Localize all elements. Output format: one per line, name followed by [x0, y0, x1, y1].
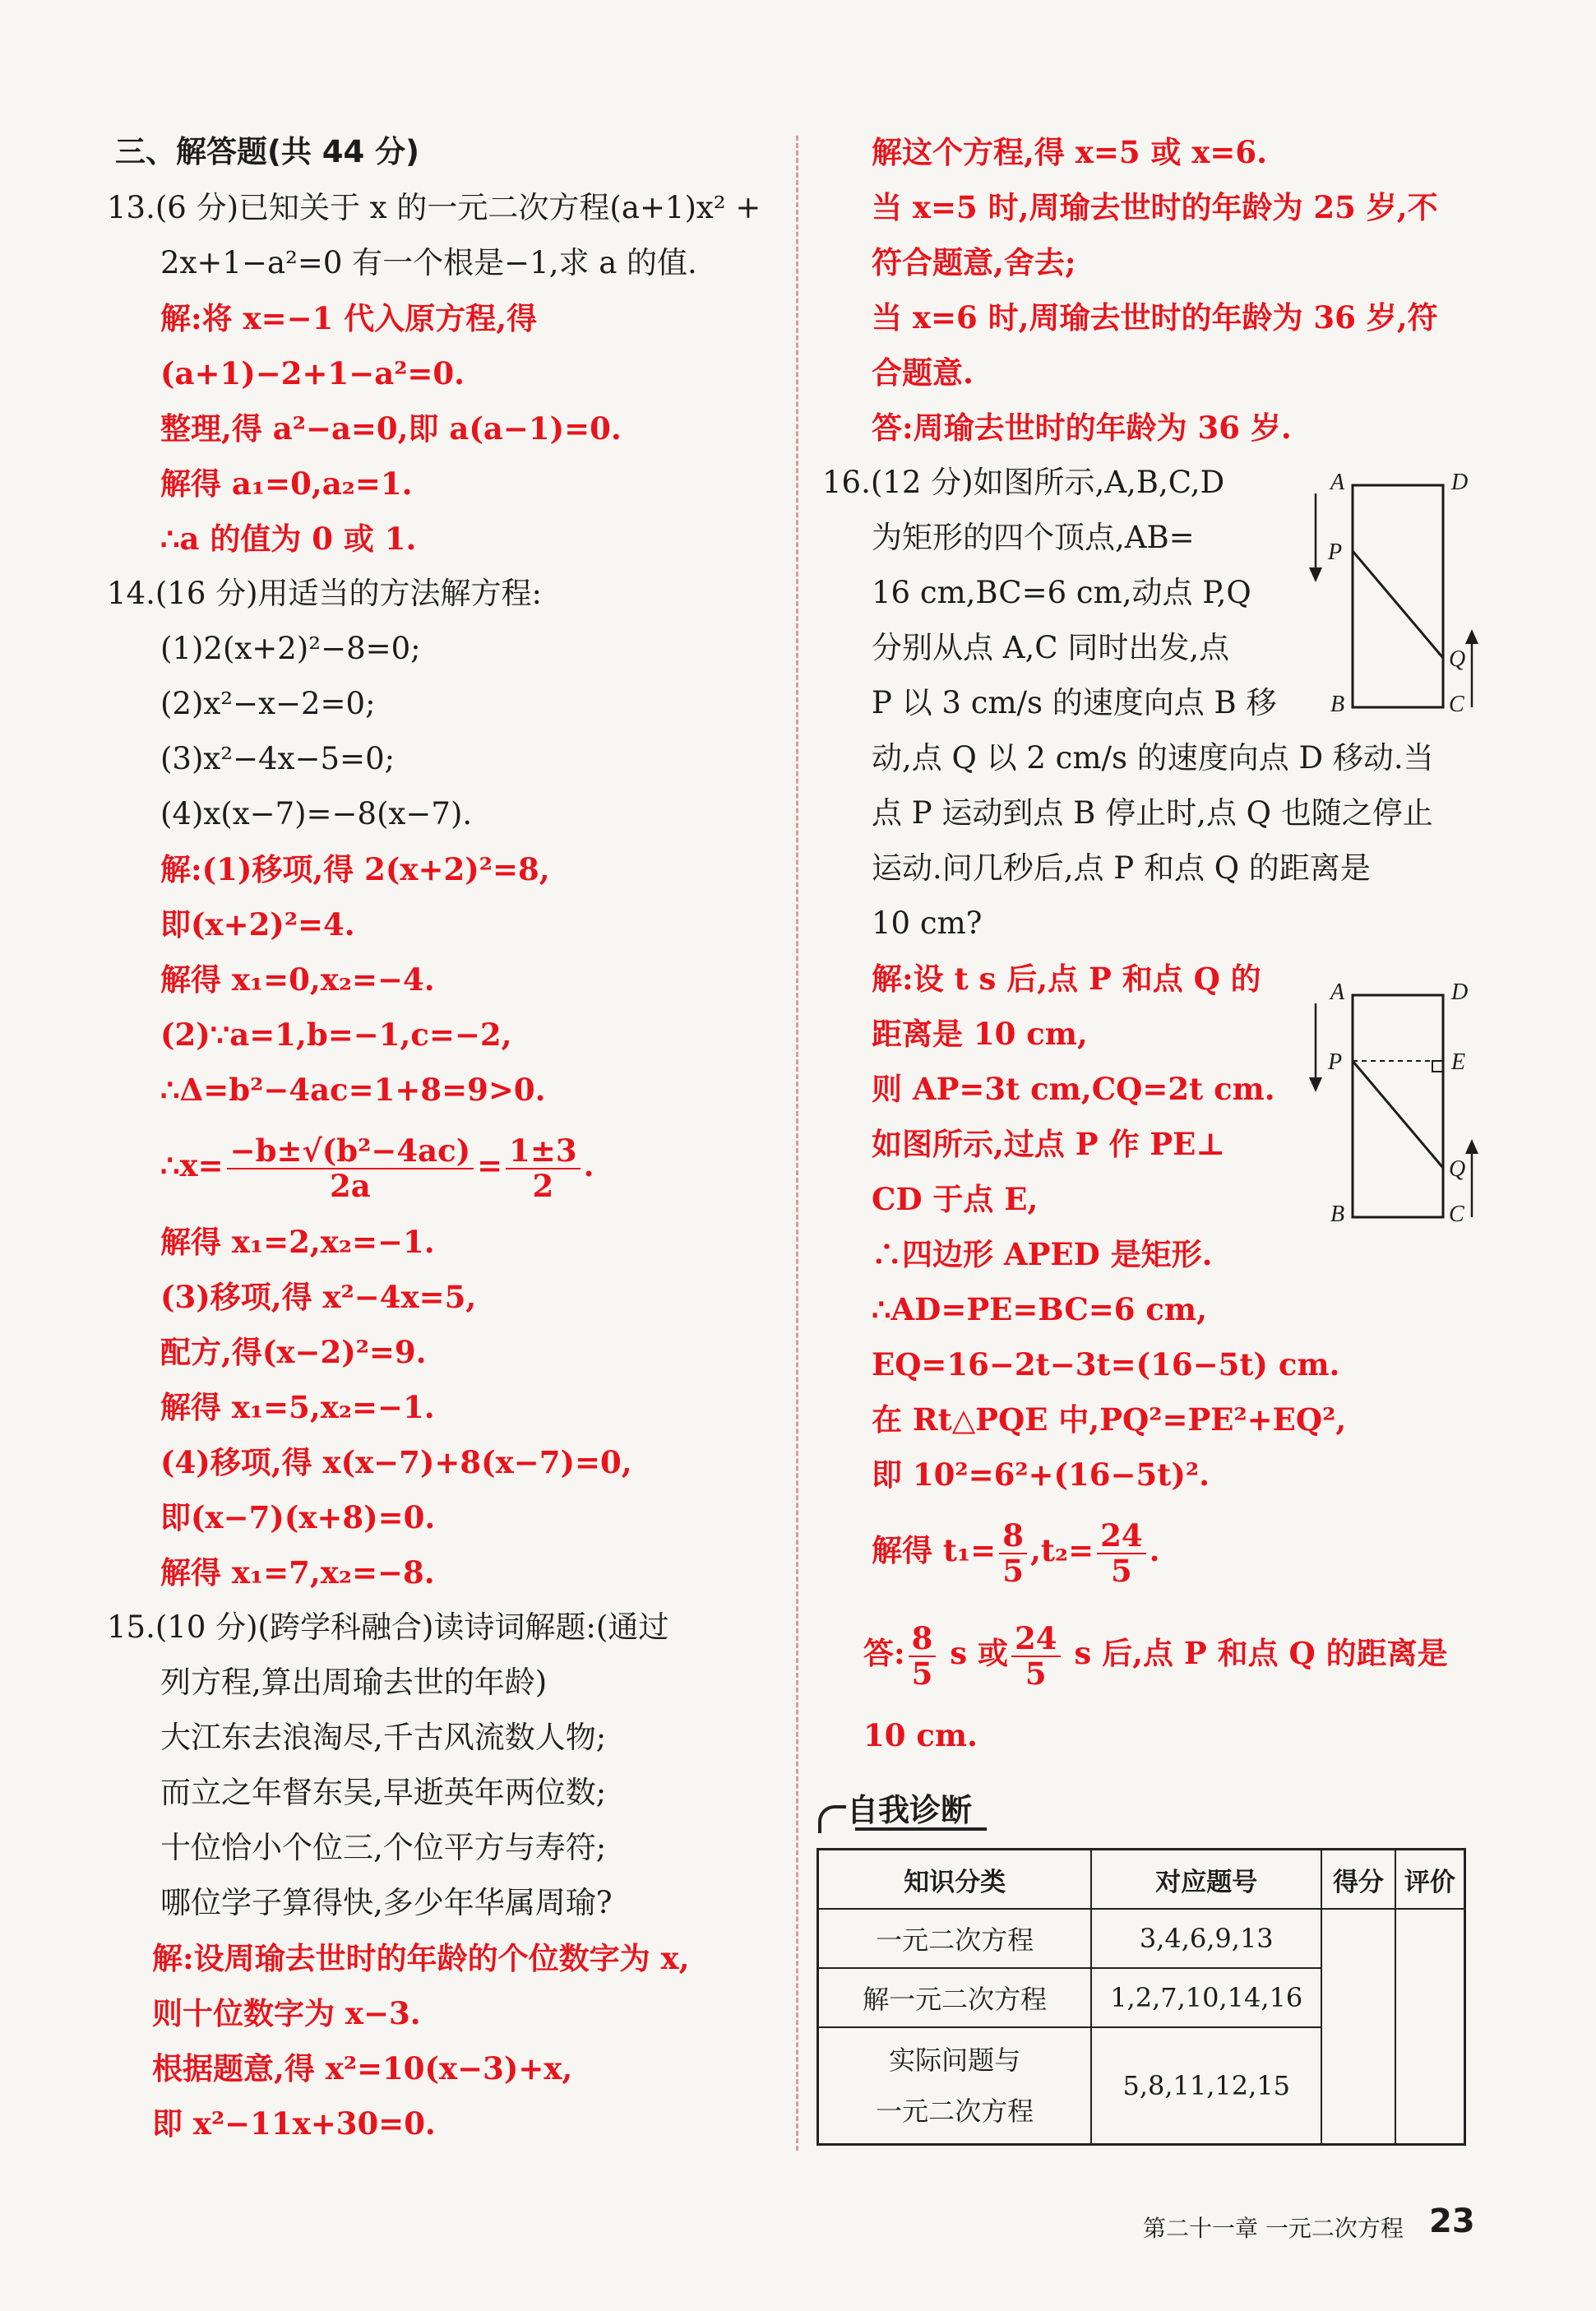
- cell-category-line: 实际问题与: [889, 2045, 1021, 2076]
- section-title: 三、解答题(共 44 分): [115, 134, 420, 169]
- q16-answer: 则 AP=3t cm,CQ=2t cm.: [872, 1071, 1275, 1107]
- q15-answer: 当 x=6 时,周瑜去世时的年龄为 36 岁,符: [872, 299, 1438, 336]
- q14-answer: 配方,得(x−2)²=9.: [160, 1334, 427, 1370]
- q16-line: 运动.问几秒后,点 P 和点 Q 的距离是: [872, 850, 1371, 886]
- label-p: P: [1328, 1049, 1343, 1075]
- q15-poem-line: 十位恰小个位三,个位平方与寿符;: [160, 1830, 607, 1865]
- chapter-footer: 第二十一章 一元二次方程: [1143, 2215, 1404, 2242]
- cell-numbers: 3,4,6,9,13: [1091, 1909, 1321, 1968]
- header-numbers: 对应题号: [1091, 1850, 1321, 1910]
- final-t2-denominator: 5: [1025, 1655, 1047, 1692]
- q14-answer: 解得 x₁=7,x₂=−8.: [160, 1554, 435, 1591]
- banner-underline: [855, 1827, 987, 1831]
- q15-answer: 解:设周瑜去世时的年龄的个位数字为 x,: [152, 1940, 690, 1976]
- banner-decoration: [818, 1805, 846, 1833]
- q16-line: 分别从点 A,C 同时出发,点: [872, 630, 1230, 665]
- q16-answer: 10 cm.: [863, 1717, 978, 1753]
- label-p: P: [1328, 540, 1343, 565]
- q14-answer: 解:(1)移项,得 2(x+2)²=8,: [160, 851, 550, 887]
- q16-answer: ∴AD=PE=BC=6 cm,: [872, 1291, 1207, 1327]
- segment-pq: [1353, 551, 1443, 658]
- solution-prefix: 解得 t₁=: [872, 1532, 997, 1568]
- table-header-row: [818, 1850, 1465, 1910]
- cell-category: [818, 2027, 1092, 2145]
- q13-answer: 整理,得 a²−a=0,即 a(a−1)=0.: [160, 410, 622, 447]
- t2-numerator: 24: [1097, 1519, 1146, 1554]
- q15-answer: 合题意.: [872, 354, 974, 391]
- q16-answer: ∴四边形 APED 是矩形.: [872, 1236, 1213, 1272]
- q15-answer: 解这个方程,得 x=5 或 x=6.: [872, 134, 1268, 170]
- self-diagnosis-table: [817, 1848, 1466, 2146]
- q16-answer: 即 10²=6²+(16−5t)².: [872, 1457, 1210, 1493]
- q16-final-answer: [863, 1616, 1448, 1690]
- q15-poem-line: 哪位学子算得快,多少年华属周瑜?: [160, 1885, 613, 1920]
- q16-line: P 以 3 cm/s 的速度向点 B 移: [872, 685, 1277, 720]
- q14-quadratic-formula: ∴x= $\frac{\text{−b±√(b²−4ac)}}{2a}$ = $\frac{1\pm 3}{2}$ .: [160, 1132, 594, 1204]
- q15-poem-line: 大江东去浪淘尽,千古风流数人物;: [160, 1720, 607, 1755]
- t2-prefix: ,t₂=: [1029, 1532, 1094, 1568]
- rectangle-abcd: [1353, 995, 1443, 1217]
- q13-line: 2x+1−a²=0 有一个根是−1,求 a 的值.: [160, 245, 697, 280]
- label-d: D: [1451, 473, 1469, 495]
- q16-answer: CD 于点 E,: [872, 1181, 1039, 1217]
- label-d: D: [1451, 983, 1469, 1005]
- q14-answer: 即(x+2)²=4.: [160, 906, 355, 942]
- final-t2-numerator: 24: [1011, 1622, 1061, 1657]
- q15-answer: 即 x²−11x+30=0.: [152, 2105, 436, 2142]
- q14-answer: 解得 x₁=0,x₂=−4.: [160, 961, 435, 998]
- q13-answer: (a+1)−2+1−a²=0.: [160, 355, 465, 391]
- q13-line: 13.(6 分)已知关于 x 的一元二次方程(a+1)x² +: [107, 190, 761, 225]
- q15-answer: 符合题意,舍去;: [872, 244, 1076, 280]
- cell-numbers: 1,2,7,10,14,16: [1091, 1968, 1321, 2027]
- q16-answer: 解:设 t s 后,点 P 和点 Q 的: [872, 961, 1261, 997]
- formula-value-numerator: 1±3: [506, 1134, 581, 1169]
- q14-answer: 解得 x₁=5,x₂=−1.: [160, 1389, 435, 1425]
- cell-category: 解一元二次方程: [818, 1968, 1092, 2027]
- label-c: C: [1449, 1202, 1464, 1227]
- label-c: C: [1449, 692, 1464, 717]
- q14-line: (3)x²−4x−5=0;: [160, 741, 396, 776]
- q15-answer: 答:周瑜去世时的年龄为 36 岁.: [872, 410, 1292, 446]
- label-b: B: [1330, 692, 1345, 717]
- q14-answer: 解得 x₁=2,x₂=−1.: [160, 1224, 435, 1260]
- q15-line: 列方程,算出周瑜去世的年龄): [160, 1665, 548, 1700]
- final-t1-numerator: 8: [909, 1622, 937, 1657]
- cell-numbers: 5,8,11,12,15: [1091, 2027, 1321, 2145]
- label-q: Q: [1449, 646, 1466, 672]
- q13-answer: ∴a 的值为 0 或 1.: [160, 521, 417, 557]
- q14-answer: (2)∵a=1,b=−1,c=−2,: [160, 1017, 512, 1053]
- q14-answer: (4)移项,得 x(x−7)+8(x−7)=0,: [160, 1444, 632, 1480]
- cell-evaluation[interactable]: [1395, 1909, 1465, 2145]
- cell-category: 一元二次方程: [818, 1909, 1092, 1968]
- arrowhead-down: [1309, 567, 1322, 582]
- q14-line: (1)2(x+2)²−8=0;: [160, 631, 421, 666]
- self-diagnosis-title: 自我诊断: [847, 1792, 973, 1828]
- q16-solution-t: [872, 1513, 1160, 1587]
- q15-answer: 当 x=5 时,周瑜去世时的年龄为 25 岁,不: [872, 189, 1438, 225]
- formula-value-denominator: 2: [532, 1167, 554, 1204]
- q13-answer: 解:将 x=−1 代入原方程,得: [160, 300, 538, 336]
- q16-rectangle-diagram: [1299, 473, 1488, 731]
- column-divider: [796, 136, 798, 2151]
- header-score: 得分: [1321, 1850, 1395, 1910]
- q15-line: 15.(10 分)(跨学科融合)读诗词解题:(通过: [107, 1609, 669, 1645]
- q16-line: 16 cm,BC=6 cm,动点 P,Q: [872, 575, 1251, 610]
- rectangle-abcd: [1353, 485, 1443, 707]
- q14-answer: ∴Δ=b²−4ac=1+8=9>0.: [160, 1072, 546, 1108]
- label-a: A: [1330, 473, 1345, 495]
- table-row: [818, 1909, 1465, 1968]
- q16-line: 点 P 运动到点 B 停止时,点 Q 也随之停止: [872, 795, 1433, 831]
- label-q: Q: [1449, 1156, 1466, 1182]
- q16-answer: 距离是 10 cm,: [872, 1016, 1088, 1052]
- q16-line: 16.(12 分)如图所示,A,B,C,D: [822, 465, 1225, 500]
- label-e: E: [1451, 1049, 1466, 1075]
- period: .: [1149, 1532, 1160, 1568]
- segment-pq: [1353, 1061, 1443, 1168]
- page-number: 23: [1429, 2202, 1475, 2240]
- q14-answer: 即(x−7)(x+8)=0.: [160, 1499, 436, 1535]
- label-a: A: [1330, 983, 1345, 1005]
- arrowhead-up: [1465, 1139, 1478, 1154]
- cell-score[interactable]: [1321, 1909, 1395, 2145]
- q16-line: 10 cm?: [872, 905, 983, 941]
- q16-solution-diagram: [1299, 983, 1488, 1241]
- t1-numerator: 8: [999, 1519, 1027, 1554]
- cell-category-line: 一元二次方程: [876, 2096, 1034, 2127]
- q14-line: (4)x(x−7)=−8(x−7).: [160, 796, 473, 831]
- header-category: 知识分类: [818, 1850, 1092, 1910]
- t1-denominator: 5: [1002, 1552, 1024, 1589]
- right-angle-mark: [1432, 1061, 1443, 1072]
- final-prefix: 答:: [863, 1635, 905, 1671]
- q16-answer: 在 Rt△PQE 中,PQ²=PE²+EQ²,: [872, 1401, 1347, 1438]
- arrowhead-down: [1309, 1077, 1322, 1092]
- q14-line: (2)x²−x−2=0;: [160, 686, 376, 721]
- arrowhead-up: [1465, 629, 1478, 644]
- header-evaluation: 评价: [1395, 1850, 1465, 1910]
- formula-denominator: 2a: [330, 1167, 371, 1204]
- final-t1-denominator: 5: [911, 1655, 933, 1692]
- final-or: s 或: [939, 1635, 1009, 1671]
- label-b: B: [1330, 1202, 1345, 1227]
- q16-line: 为矩形的四个顶点,AB=: [872, 520, 1195, 555]
- t2-denominator: 5: [1111, 1552, 1132, 1589]
- q16-answer: 如图所示,过点 P 作 PE⊥: [872, 1126, 1225, 1162]
- q14-answer: (3)移项,得 x²−4x=5,: [160, 1279, 477, 1315]
- final-suffix: s 后,点 P 和点 Q 的距离是: [1063, 1635, 1448, 1671]
- q13-answer: 解得 a₁=0,a₂=1.: [160, 465, 413, 502]
- q16-answer: EQ=16−2t−3t=(16−5t) cm.: [872, 1346, 1340, 1382]
- q15-answer: 根据题意,得 x²=10(x−3)+x,: [152, 2050, 573, 2086]
- q14-line: 14.(16 分)用适当的方法解方程:: [107, 576, 543, 611]
- q16-line: 动,点 Q 以 2 cm/s 的速度向点 D 移动.当: [872, 740, 1434, 776]
- q15-answer: 则十位数字为 x−3.: [152, 1995, 421, 2031]
- q15-poem-line: 而立之年督东吴,早逝英年两位数;: [160, 1775, 607, 1810]
- formula-numerator: −b±√(b²−4ac): [227, 1134, 474, 1169]
- formula-prefix: ∴x=: [160, 1147, 224, 1183]
